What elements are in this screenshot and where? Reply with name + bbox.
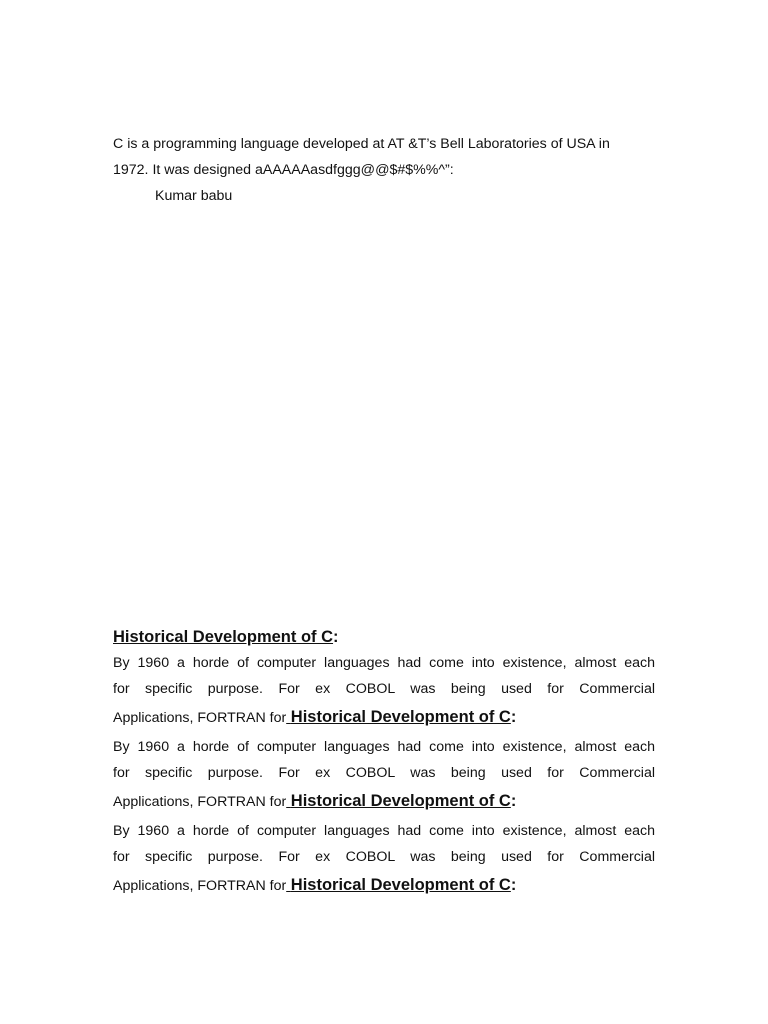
paragraph-line-3-text: Applications, FORTRAN for [113,878,287,894]
section-heading-text: Historical Development of C [113,628,334,646]
paragraph-line-2: for specific purpose. For ex COBOL was being used for Commercial [113,765,655,781]
inline-heading [286,876,516,894]
inline-heading [286,792,516,810]
paragraph-line-3 [113,702,655,734]
inline-heading-colon: : [510,792,517,810]
history-paragraph [113,650,655,734]
paragraph-line-3-text: Applications, FORTRAN for [113,794,287,810]
section-heading [113,624,655,650]
paragraph-line-2: for specific purpose. For ex COBOL was being used for Commercial [113,681,655,697]
intro-paragraph [113,131,655,209]
inline-heading-text: Historical Development of C [290,876,511,894]
historical-section [113,624,655,902]
intro-line-2: 1972. It was designed aAAAAAasdfggg@@$#$%%^”: [113,162,454,178]
paragraph-line-1: By 1960 a horde of computer languages had come into existence, almost each [113,655,655,671]
paragraph-line-3 [113,786,655,818]
intro-line-1: C is a programming language developed at AT &T’s Bell Laboratories of USA in [113,136,610,152]
inline-heading-colon: : [510,876,517,894]
paragraph-line-2: for specific purpose. For ex COBOL was being used for Commercial [113,849,655,865]
paragraph-line-3-text: Applications, FORTRAN for [113,710,287,726]
inline-heading-colon: : [510,708,517,726]
inline-heading-text: Historical Development of C [290,792,511,810]
paragraph-line-3 [113,870,655,902]
paragraph-line-1: By 1960 a horde of computer languages had come into existence, almost each [113,739,655,755]
paragraph-line-1: By 1960 a horde of computer languages had come into existence, almost each [113,823,655,839]
inline-heading-text: Historical Development of C [290,708,511,726]
history-paragraph [113,734,655,818]
author-name: Kumar babu [155,188,233,204]
history-paragraph [113,818,655,902]
section-heading-colon: : [333,628,339,646]
inline-heading [286,708,516,726]
